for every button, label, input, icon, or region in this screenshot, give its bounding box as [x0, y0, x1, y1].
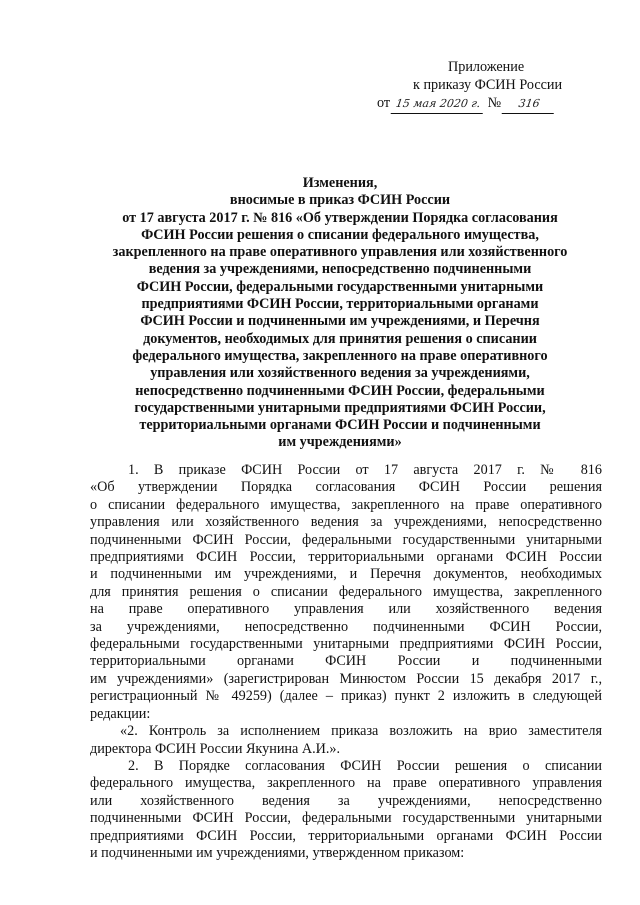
handwritten-number: 316	[502, 95, 557, 114]
paragraph-1-line: и подчиненными им учреждениями, и Перечня документов, необходимых	[90, 566, 602, 583]
paragraph-1-line: для принятия решения о списании федерального имущества, закрепленного	[90, 583, 602, 600]
from-label: от	[377, 95, 391, 111]
paragraph-2-line: или хозяйственного ведения за учреждениями, непосредственно	[90, 792, 602, 809]
title-line: Изменения,	[302, 175, 378, 191]
title-line: территориальными органами ФСИН России и подчиненными	[139, 417, 541, 434]
paragraph-1-line: территориальными органами ФСИН России и подчиненными	[90, 653, 602, 670]
document-title	[80, 175, 600, 452]
paragraph-1-line: регистрационный № 49259) (далее – приказ) пункт 2 изложить в следующей	[90, 688, 602, 705]
title-line: предприятиями ФСИН России, территориальными органами	[141, 296, 539, 313]
paragraph-1-line: предприятиями ФСИН России, территориальными органами ФСИН России	[90, 549, 602, 566]
paragraph-2-line: и подчиненными им учреждениями, утвержденном приказом:	[90, 844, 465, 861]
paragraph-2-line: федерального имущества, закрепленного на праве оперативного управления	[90, 775, 602, 792]
title-line: ведения за учреждениями, непосредственно подчиненными	[148, 261, 532, 278]
title-line: закрепленного на праве оперативного управления или хозяйственного	[112, 244, 568, 261]
title-line: им учреждениями»	[278, 434, 402, 451]
paragraph-1-line: на праве оперативного управления или хозяйственного ведения	[90, 601, 602, 618]
title-line: управления или хозяйственного ведения за учреждениями,	[150, 365, 530, 382]
number-label: №	[487, 95, 502, 111]
paragraph-1-line: подчиненными ФСИН России, федеральными государственными унитарными	[90, 531, 602, 548]
paragraph-1-line: редакции:	[90, 705, 151, 722]
paragraph-1-line: «Об утверждении Порядка согласования ФСИН России решения	[90, 479, 602, 496]
paragraph-1-line: управления или хозяйственного ведения за учреждениями, непосредственно	[90, 514, 602, 531]
paragraph-2-line: подчиненными ФСИН России, федеральными государственными унитарными	[90, 810, 602, 827]
title-line: от 17 августа 2017 г. № 816 «Об утверждении Порядка согласования	[122, 209, 558, 226]
paragraph-1-line: им учреждениями» (зарегистрирован Минюстом России 15 декабря 2017 г.,	[90, 670, 602, 687]
paragraph-2-line: 2. В Порядке согласования ФСИН России решения о списании	[128, 757, 602, 774]
handwritten-date: 15 мая 2020 г.	[391, 95, 486, 114]
title-line: документов, необходимых для принятия решения о списании	[143, 330, 537, 347]
paragraph-1-line: о списании федерального имущества, закрепленного на праве оперативного	[90, 496, 602, 513]
quoted-clause-line: директора ФСИН России Якунина А.И.».	[90, 740, 341, 757]
title-line: вносимые в приказ ФСИН России	[229, 192, 451, 209]
paragraph-1-line: за учреждениями, непосредственно подчиненными ФСИН России,	[90, 618, 602, 635]
appendix-order-ref: к приказу ФСИН России	[413, 77, 563, 93]
title-line: непосредственно подчиненными ФСИН России, федеральными	[135, 382, 545, 399]
appendix-header	[370, 58, 610, 114]
quoted-clause-line: «2. Контроль за исполнением приказа возложить на врио заместителя	[120, 723, 602, 740]
title-line: ФСИН России, федеральными государственными унитарными	[136, 278, 544, 295]
title-line: ФСИН России и подчиненными им учреждениями, и Перечня	[140, 313, 540, 330]
document-body	[90, 462, 602, 862]
title-line: федерального имущества, закрепленного на праве оперативного	[132, 347, 548, 364]
paragraph-1-line: федеральными государственными унитарными предприятиями ФСИН России,	[90, 636, 602, 653]
title-line: государственными унитарными предприятиями ФСИН России,	[134, 399, 546, 416]
title-line: ФСИН России решения о списании федерального имущества,	[141, 226, 539, 243]
paragraph-2-line: предприятиями ФСИН России, территориальными органами ФСИН России	[90, 827, 602, 844]
appendix-label: Приложение	[448, 59, 525, 75]
paragraph-1-line: 1. В приказе ФСИН России от 17 августа 2017 г. № 816	[128, 462, 602, 478]
appendix-date-number-line	[370, 94, 610, 114]
